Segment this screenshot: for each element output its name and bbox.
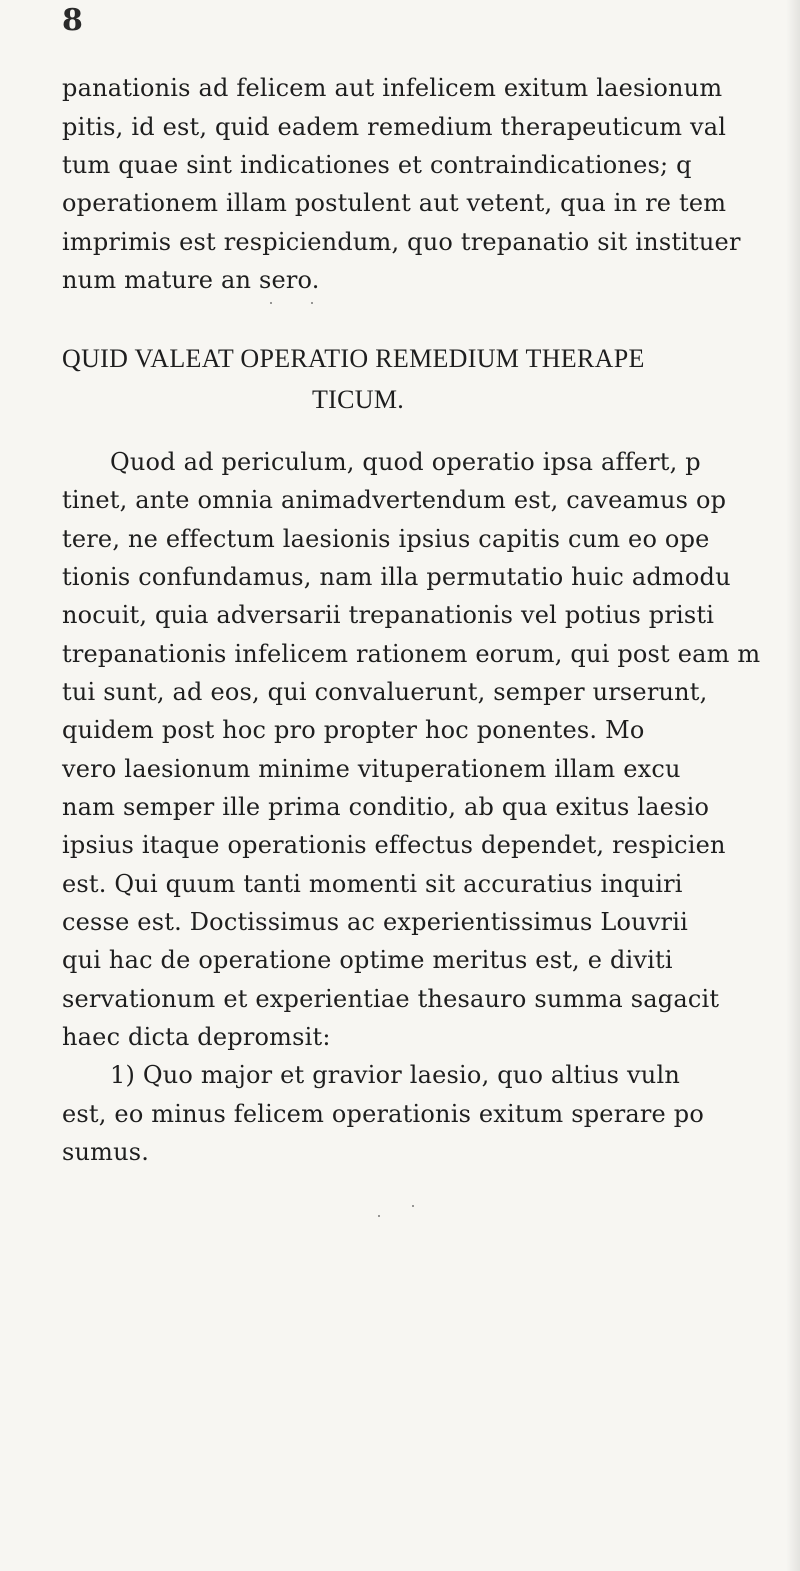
text-line: tum quae sint indicationes et contraindicationes; q	[62, 151, 692, 179]
text-line: operationem illam postulent aut vetent, qua in re tem	[62, 189, 727, 217]
text-line: qui hac de operatione optime meritus est, e diviti	[62, 946, 673, 974]
text-line: servationum et experientiae thesauro summa sagacit	[62, 985, 720, 1013]
text-line: 1) Quo major et gravior laesio, quo altius vuln	[110, 1061, 680, 1089]
text-line: panationis ad felicem aut infelicem exitum laesionum	[62, 74, 723, 102]
text-line: vero laesionum minime vituperationem illam excu	[62, 755, 681, 783]
text-line: tui sunt, ad eos, qui convaluerunt, semper urserunt,	[62, 678, 708, 706]
text-line: tinet, ante omnia animadvertendum est, caveamus op	[62, 486, 727, 514]
text-line: num mature an sero.	[62, 266, 320, 294]
text-line: Quod ad periculum, quod operatio ipsa affert, p	[110, 448, 701, 476]
text-line: sumus.	[62, 1138, 150, 1166]
text-line: trepanationis infelicem rationem eorum, qui post eam m	[62, 640, 761, 668]
text-line: quidem post hoc pro propter hoc ponentes. Mo	[62, 716, 645, 744]
text-line: ipsius itaque operationis effectus dependet, respicien	[62, 831, 726, 859]
text-line: tere, ne effectum laesionis ipsius capitis cum eo ope	[62, 525, 710, 553]
text-line: nocuit, quia adversarii trepanationis vel potius pristi	[62, 601, 715, 629]
text-line: cesse est. Doctissimus ac experientissimus Louvrii	[62, 908, 688, 936]
text-line: tionis confundamus, nam illa permutatio huic admodu	[62, 563, 731, 591]
text-line: imprimis est respiciendum, quo trepanatio sit instituer	[62, 228, 741, 256]
page-edge-shadow	[786, 0, 800, 1571]
section-heading-continuation: TICUM.	[312, 385, 405, 414]
text-line: pitis, id est, quid eadem remedium therapeuticum val	[62, 113, 727, 141]
section-heading: QUID VALEAT OPERATIO REMEDIUM THERAPE	[62, 344, 645, 373]
text-line: nam semper ille prima conditio, ab qua exitus laesio	[62, 793, 710, 821]
text-line: haec dicta depromsit:	[62, 1023, 331, 1051]
text-line: est, eo minus felicem operationis exitum sperare po	[62, 1100, 704, 1128]
text-line: est. Qui quum tanti momenti sit accuratius inquiri	[62, 870, 683, 898]
page-number: 8	[62, 3, 83, 38]
